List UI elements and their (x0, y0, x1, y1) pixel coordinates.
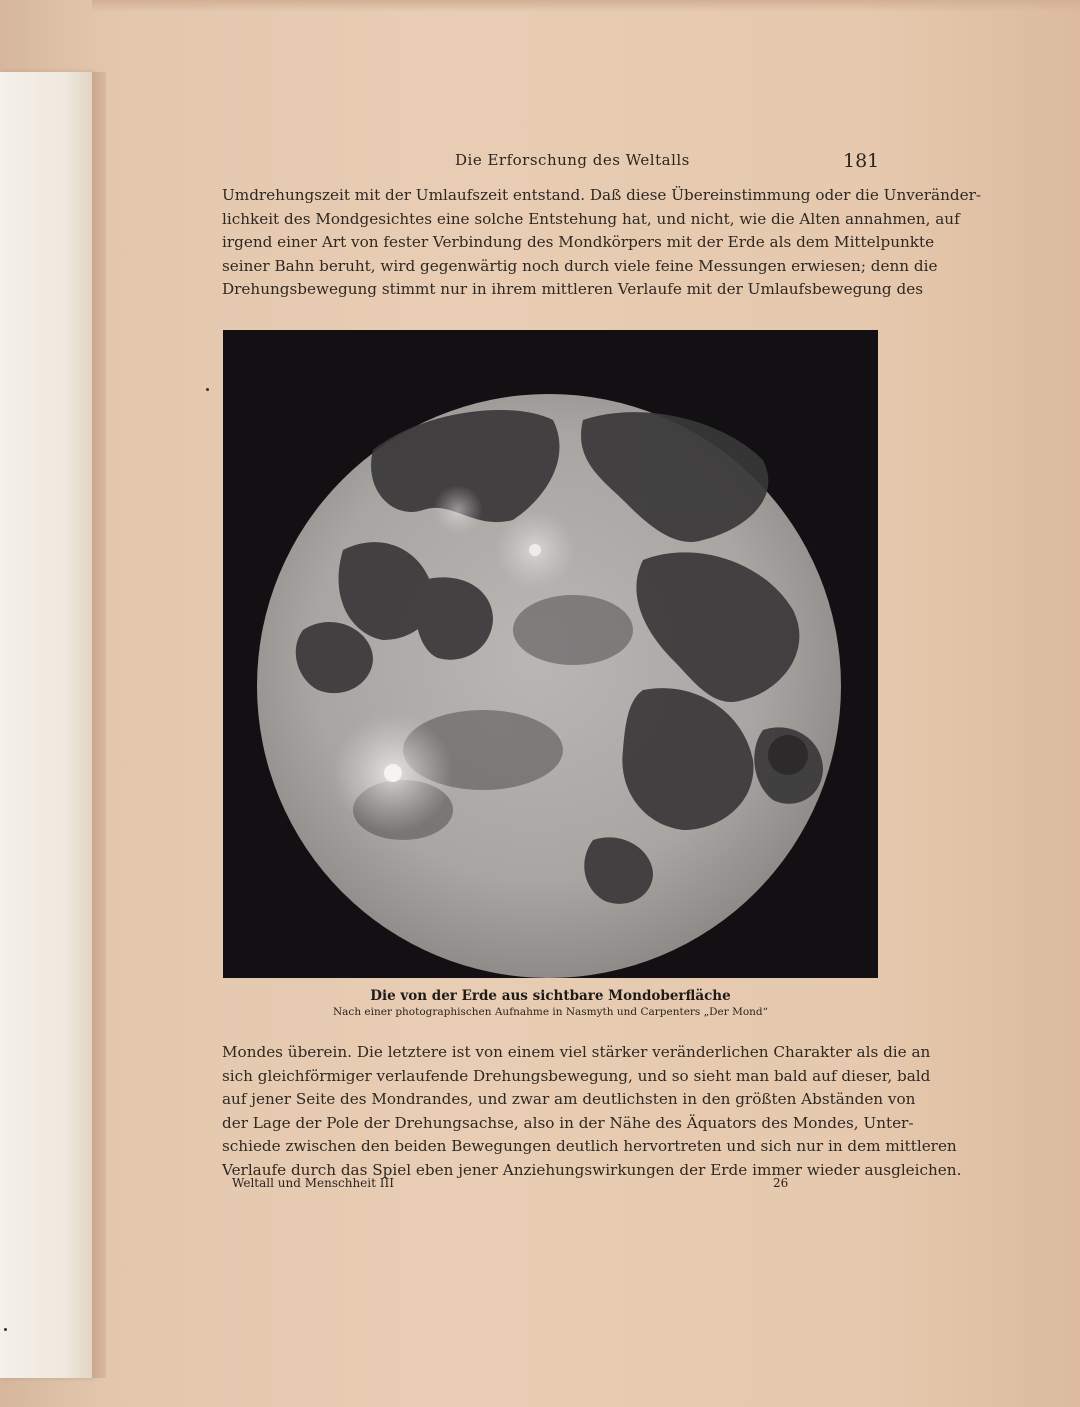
page-binding-edge (92, 72, 106, 1378)
tycho-crater (384, 764, 402, 782)
paper-speck (4, 1328, 7, 1331)
text-line: sich gleichförmiger verlaufende Drehungsbewegung, und so sieht man bald auf dieser, bald (222, 1066, 931, 1085)
figure-caption-title: Die von der Erde aus sichtbare Mondoberfläche (370, 988, 731, 1004)
paper-speck (206, 388, 209, 391)
moon-photograph (223, 330, 878, 978)
moon-illustration (223, 330, 878, 978)
kepler-rays (433, 485, 483, 535)
copernicus-crater (529, 544, 541, 556)
text-line: irgend einer Art von fester Verbindung des Mondkörpers mit der Erde als dem Mittelpunkte (222, 233, 935, 252)
text-line: auf jener Seite des Mondrandes, und zwar am deutlichsten in den größten Abständen von (222, 1090, 916, 1109)
underlying-page-strip (0, 72, 92, 1378)
text-line: seiner Bahn beruht, wird gegenwärtig noch durch viele feine Messungen erwiesen; denn die (222, 256, 938, 275)
signature-mark: Weltall und Menschheit III (232, 1176, 394, 1190)
text-line: Umdrehungszeit mit der Umlaufszeit entstand. Daß diese Übereinstimmung oder die Unveränder- (222, 186, 981, 204)
mare-crisium (768, 735, 808, 775)
text-line: Verlaufe durch das Spiel eben jener Anziehungswirkungen der Erde immer wieder ausgleichen. (222, 1160, 962, 1179)
bottom-paragraph (222, 1041, 962, 1183)
text-line: Drehungsbewegung stimmt nur in ihrem mittleren Verlaufe mit der Umlaufsbewegung des (222, 280, 923, 299)
page-number: 181 (843, 150, 880, 172)
page-top-shadow (92, 0, 1080, 12)
signature-number: 26 (773, 1176, 789, 1190)
text-line: lichkeit des Mondgesichtes eine solche Entstehung hat, und nicht, wie die Alten annahmen, auf (222, 209, 960, 228)
text-line: schiede zwischen den beiden Bewegungen deutlich hervortreten und sich nur in dem mittleren (222, 1137, 957, 1156)
figure-caption-credit: Nach einer photographischen Aufnahme in Nasmyth und Carpenters „Der Mond“ (332, 1006, 769, 1018)
running-head: Die Erforschung des Weltalls (455, 151, 690, 169)
text-line: der Lage der Pole der Drehungsachse, also in der Nähe des Äquators des Mondes, Unter- (222, 1113, 914, 1132)
text-line: Mondes überein. Die letztere ist von einem viel stärker veränderlichen Charakter als die an (222, 1043, 931, 1061)
top-paragraph (222, 184, 981, 302)
